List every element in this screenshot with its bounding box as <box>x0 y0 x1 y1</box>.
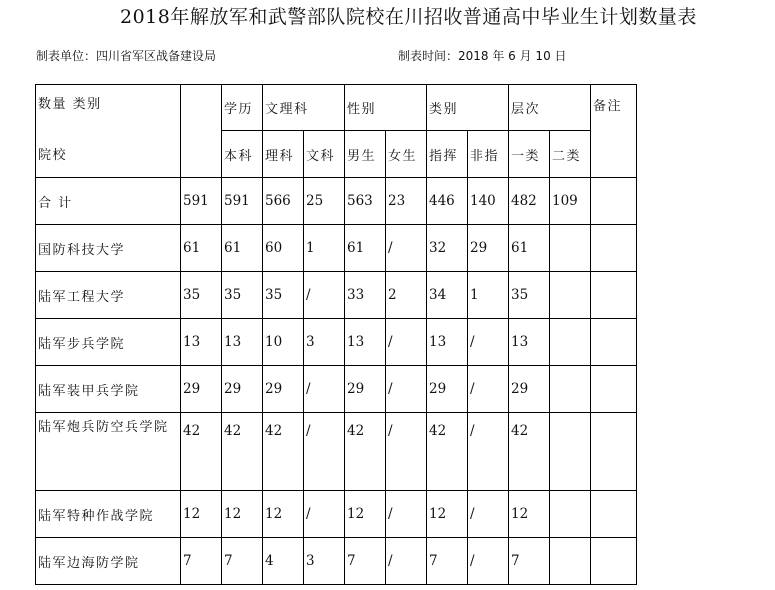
row-label: 国防科技大学 <box>36 225 181 272</box>
cell: 7 <box>181 538 222 585</box>
cell: 42 <box>181 413 222 491</box>
cell: 42 <box>345 413 386 491</box>
sub-header-command: 指挥 <box>427 131 468 178</box>
group-header-gender: 性别 <box>345 85 427 131</box>
cell <box>550 225 591 272</box>
cell: 42 <box>263 413 304 491</box>
cell: 42 <box>427 413 468 491</box>
cell: 12 <box>263 491 304 538</box>
cell: 13 <box>427 319 468 366</box>
cell <box>550 538 591 585</box>
cell: 29 <box>345 366 386 413</box>
cell: 12 <box>427 491 468 538</box>
cell: 109 <box>550 178 591 225</box>
table-row <box>36 366 637 413</box>
corner-header-bottom: 院校 <box>38 148 68 163</box>
cell: / <box>386 225 427 272</box>
cell: 7 <box>509 538 550 585</box>
table-row <box>36 178 637 225</box>
sub-header-tier-one: 一类 <box>509 131 550 178</box>
cell: 7 <box>222 538 263 585</box>
enrollment-plan-table <box>35 84 637 585</box>
cell: / <box>468 319 509 366</box>
table-row <box>36 319 637 366</box>
cell: / <box>468 538 509 585</box>
cell: 446 <box>427 178 468 225</box>
sub-header-undergrad: 本科 <box>222 131 263 178</box>
row-label: 陆军边海防学院 <box>36 538 181 585</box>
cell <box>550 413 591 491</box>
cell: 61 <box>509 225 550 272</box>
cell: 13 <box>509 319 550 366</box>
cell: 34 <box>427 272 468 319</box>
row-label: 陆军工程大学 <box>36 272 181 319</box>
cell: 25 <box>304 178 345 225</box>
corner-header-cell <box>36 85 181 178</box>
cell: 29 <box>509 366 550 413</box>
cell <box>550 272 591 319</box>
cell: / <box>304 413 345 491</box>
cell: / <box>468 413 509 491</box>
sub-header-non-command: 非指 <box>468 131 509 178</box>
cell: 12 <box>509 491 550 538</box>
remark-cell <box>591 272 637 319</box>
sub-header-tier-two: 二类 <box>550 131 591 178</box>
issuing-unit: 制表单位：四川省军区战备建设局 <box>36 49 217 63</box>
cell: / <box>304 366 345 413</box>
cell: 42 <box>509 413 550 491</box>
cell: 563 <box>345 178 386 225</box>
row-label: 陆军步兵学院 <box>36 319 181 366</box>
cell: 29 <box>468 225 509 272</box>
cell: / <box>304 272 345 319</box>
row-label: 合 计 <box>36 178 181 225</box>
cell: 29 <box>263 366 304 413</box>
cell: 12 <box>222 491 263 538</box>
sub-header-male: 男生 <box>345 131 386 178</box>
cell: / <box>386 538 427 585</box>
cell: 29 <box>222 366 263 413</box>
remark-cell <box>591 491 637 538</box>
cell: 1 <box>468 272 509 319</box>
table-row <box>36 225 637 272</box>
cell: 13 <box>181 319 222 366</box>
issue-date: 制表时间：2018 年 6 月 10 日 <box>398 49 567 63</box>
cell: 32 <box>427 225 468 272</box>
cell: 1 <box>304 225 345 272</box>
table-row <box>36 272 637 319</box>
remark-cell <box>591 178 637 225</box>
cell: 35 <box>222 272 263 319</box>
cell: / <box>468 491 509 538</box>
remark-cell <box>591 319 637 366</box>
group-header-education: 学历 <box>222 85 263 131</box>
cell: 591 <box>181 178 222 225</box>
cell: 61 <box>181 225 222 272</box>
cell <box>550 366 591 413</box>
cell: 29 <box>181 366 222 413</box>
cell: 35 <box>263 272 304 319</box>
group-header-subject: 文理科 <box>263 85 345 131</box>
cell: 23 <box>386 178 427 225</box>
remark-cell <box>591 225 637 272</box>
table-row <box>36 413 637 491</box>
cell <box>550 319 591 366</box>
cell: 61 <box>222 225 263 272</box>
cell: 4 <box>263 538 304 585</box>
cell: 3 <box>304 319 345 366</box>
total-header-cell <box>181 85 222 178</box>
sub-header-female: 女生 <box>386 131 427 178</box>
cell: 591 <box>222 178 263 225</box>
row-label: 陆军炮兵防空兵学院 <box>36 413 181 491</box>
cell: / <box>386 491 427 538</box>
corner-header-top: 数量 类别 <box>38 97 102 112</box>
cell: 482 <box>509 178 550 225</box>
cell: 35 <box>509 272 550 319</box>
cell: 35 <box>181 272 222 319</box>
cell: 12 <box>181 491 222 538</box>
cell: 13 <box>222 319 263 366</box>
cell: 60 <box>263 225 304 272</box>
cell: / <box>304 491 345 538</box>
table-row <box>36 538 637 585</box>
cell: / <box>468 366 509 413</box>
cell: / <box>386 413 427 491</box>
remark-cell <box>591 366 637 413</box>
cell: 7 <box>427 538 468 585</box>
cell: 7 <box>345 538 386 585</box>
cell: 566 <box>263 178 304 225</box>
table-row <box>36 491 637 538</box>
cell: 3 <box>304 538 345 585</box>
group-header-level: 层次 <box>509 85 591 131</box>
cell: / <box>386 366 427 413</box>
cell: 10 <box>263 319 304 366</box>
remark-cell <box>591 538 637 585</box>
sub-header-science: 理科 <box>263 131 304 178</box>
group-header-category: 类别 <box>427 85 509 131</box>
cell: 42 <box>222 413 263 491</box>
row-label: 陆军装甲兵学院 <box>36 366 181 413</box>
sub-header-arts: 文科 <box>304 131 345 178</box>
row-label: 陆军特种作战学院 <box>36 491 181 538</box>
cell: / <box>386 319 427 366</box>
remark-header: 备注 <box>591 85 637 178</box>
cell: 29 <box>427 366 468 413</box>
cell: 140 <box>468 178 509 225</box>
cell: 12 <box>345 491 386 538</box>
cell <box>550 491 591 538</box>
document-title: 2018年解放军和武警部队院校在川招收普通高中毕业生计划数量表 <box>120 6 697 28</box>
remark-cell <box>591 413 637 491</box>
cell: 2 <box>386 272 427 319</box>
cell: 33 <box>345 272 386 319</box>
cell: 13 <box>345 319 386 366</box>
cell: 61 <box>345 225 386 272</box>
